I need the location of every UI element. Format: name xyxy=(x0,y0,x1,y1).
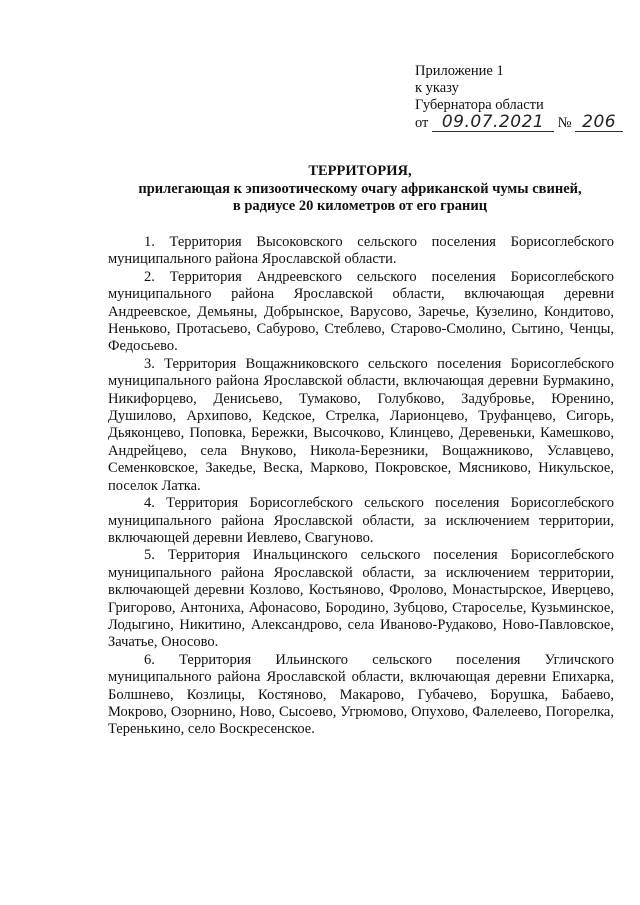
document-title xyxy=(100,163,620,215)
title-subtitle-line-1: прилегающая к эпизоотическому очагу африканской чумы свиней, xyxy=(138,181,582,197)
date-number-row xyxy=(415,114,623,132)
handwritten-number: 206 xyxy=(575,114,623,132)
number-label: № xyxy=(557,115,572,131)
handwritten-date: 09.07.2021 xyxy=(432,114,554,132)
appendix-header xyxy=(415,63,623,132)
paragraph-1: 1. Территория Высоковского сельского поселения Борисоглебского муниципального района Ярославской области. xyxy=(108,234,614,268)
governor-reference: Губернатора области xyxy=(415,97,544,113)
appendix-label: Приложение 1 xyxy=(415,63,504,79)
paragraph-3: 3. Территория Вощажниковского сельского поселения Борисоглебского муниципального района Ярославской области, включающая деревни Бурмакино, Никифорцево, Денисьево, Тумаково, Голубково, Задубровье, Юренино, Душилово, Архипово, Кедское, Стрелка, Ларионцево, Труфанцево, Сигорь, Дьяконцево, Поповка, Бережки, Высочково, Клинцево, Деревеньки, Камешково, Андрейцево, села Внуково, Никола-Березники, Вощажниково, Уславцево, Семенковское, Закедье, Веска, Марково, Покровское, Мясниково, Никульское, поселок Латка. xyxy=(108,355,614,494)
title-heading: ТЕРРИТОРИЯ, xyxy=(308,163,412,179)
paragraph-2: 2. Территория Андреевского сельского поселения Борисоглебского муниципального района Ярославской области, включающая деревни Андреевское, Демьяны, Добрынское, Варусово, Заречье, Кузелино, Кондитово, Неньково, Протасьево, Сабурово, Стеблево, Старово-Смолино, Сытино, Ченцы, Федосьево. xyxy=(108,268,614,355)
paragraph-6: 6. Территория Ильинского сельского поселения Угличского муниципального района Ярославской области, включающая деревни Епихарка, Болшнево, Козлицы, Костяново, Макарово, Губачево, Борушка, Бабаево, Мокрово, Озорнино, Ново, Сысоево, Угрюмово, Опухово, Фалелеево, Погорелка, Теренькино, село Воскресенское. xyxy=(108,651,614,738)
decree-reference: к указу xyxy=(415,80,459,96)
document-body xyxy=(108,234,614,739)
paragraph-4: 4. Территория Борисоглебского сельского поселения Борисоглебского муниципального района Ярославской области, за исключением территории, включающей деревни Иевлево, Свагуново. xyxy=(108,495,614,546)
title-subtitle-line-2: в радиусе 20 километров от его границ xyxy=(232,198,488,214)
paragraph-5: 5. Территория Инальцинского сельского поселения Борисоглебского муниципального района Ярославской области, за исключением территории, включающей деревни Козлово, Костьяново, Фролово, Монастырское, Иверцево, Григорово, Антониха, Афонасово, Бородино, Зубцово, Староселье, Кузьминское, Лодыгино, Никитино, Александрово, села Иваново-Рудаково, Ново-Павловское, Зачатье, Оносово. xyxy=(108,547,614,651)
from-label: от xyxy=(415,115,429,131)
